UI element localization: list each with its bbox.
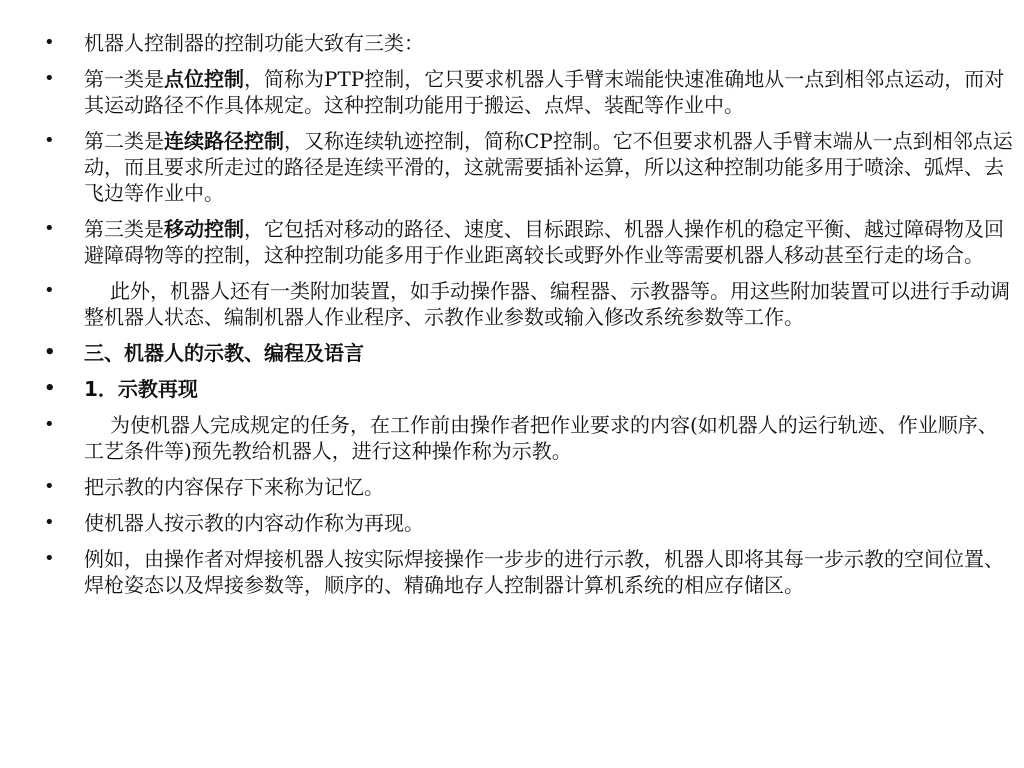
bullet-text: 机器人控制器的控制功能大致有三类： bbox=[84, 31, 424, 55]
bullet-dot: • bbox=[44, 378, 56, 399]
bullet-dot: • bbox=[44, 280, 55, 301]
section-heading: 三、机器人的示教、编程及语言 bbox=[84, 341, 364, 365]
bullet-list bbox=[44, 30, 1014, 608]
subsection-heading: 1．示教再现 bbox=[84, 377, 198, 401]
keyword-motion-control: 移动控制 bbox=[164, 217, 244, 241]
bullet-text-lead: 第一类是 bbox=[84, 67, 164, 91]
bullet-dot: • bbox=[44, 548, 55, 569]
bullet-item bbox=[44, 30, 1014, 56]
bullet-text: 把示教的内容保存下来称为记忆。 bbox=[84, 475, 384, 499]
bullet-text-rest: ，又称连续轨迹控制，简称CP控制。它不但要求机器人手臂末端从一点到相邻点运动，而且要求所走过的路径是连续平滑的，这就需要插补运算，所以这种控制功能多用于喷涂、弧焊、去飞边等作业中。 bbox=[84, 129, 1013, 205]
keyword-continuous-path-control: 连续路径控制 bbox=[164, 129, 284, 153]
bullet-item bbox=[44, 128, 1014, 206]
bullet-dot: • bbox=[44, 130, 55, 151]
bullet-dot: • bbox=[44, 512, 55, 533]
bullet-dot: • bbox=[44, 218, 55, 239]
bullet-item bbox=[44, 412, 1014, 464]
bullet-text-rest: ，它包括对移动的路径、速度、目标跟踪、机器人操作机的稳定平衡、越过障碍物及回避障碍物等的控制，这种控制功能多用于作业距离较长或野外作业等需要机器人移动甚至行走的场合。 bbox=[84, 217, 1004, 267]
bullet-text-rest: ，简称为PTP控制，它只要求机器人手臂末端能快速准确地从一点到相邻点运动，而对其运动路径不作具体规定。这种控制功能用于搬运、点焊、装配等作业中。 bbox=[84, 67, 1005, 117]
bullet-item bbox=[44, 278, 1014, 330]
bullet-text: 使机器人按示教的内容动作称为再现。 bbox=[84, 511, 424, 535]
bullet-dot: • bbox=[44, 68, 55, 89]
keyword-point-control: 点位控制 bbox=[164, 67, 244, 91]
bullet-item bbox=[44, 510, 1014, 536]
bullet-item bbox=[44, 546, 1014, 598]
bullet-text: 例如，由操作者对焊接机器人按实际焊接操作一步步的进行示教，机器人即将其每一步示教的空间位置、焊枪姿态以及焊接参数等，顺序的、精确地存人控制器计算机系统的相应存储区。 bbox=[84, 547, 1004, 597]
bullet-text-lead: 第三类是 bbox=[84, 217, 164, 241]
bullet-item bbox=[44, 216, 1014, 268]
bullet-dot: • bbox=[44, 414, 55, 435]
bullet-dot: • bbox=[44, 32, 55, 53]
bullet-item bbox=[44, 474, 1014, 500]
bullet-item bbox=[44, 66, 1014, 118]
bullet-dot: • bbox=[44, 342, 56, 363]
bullet-item bbox=[44, 376, 1014, 402]
bullet-dot: • bbox=[44, 476, 55, 497]
bullet-text: 此外，机器人还有一类附加装置，如手动操作器、编程器、示教器等。用这些附加装置可以进行手动调整机器人状态、编制机器人作业程序、示教作业参数或输入修改系统参数等工作。 bbox=[84, 279, 1010, 329]
bullet-item bbox=[44, 340, 1014, 366]
bullet-text: 为使机器人完成规定的任务，在工作前由操作者把作业要求的内容(如机器人的运行轨迹、作业顺序、工艺条件等)预先教给机器人，进行这种操作称为示教。 bbox=[84, 413, 998, 463]
bullet-text-lead: 第二类是 bbox=[84, 129, 164, 153]
